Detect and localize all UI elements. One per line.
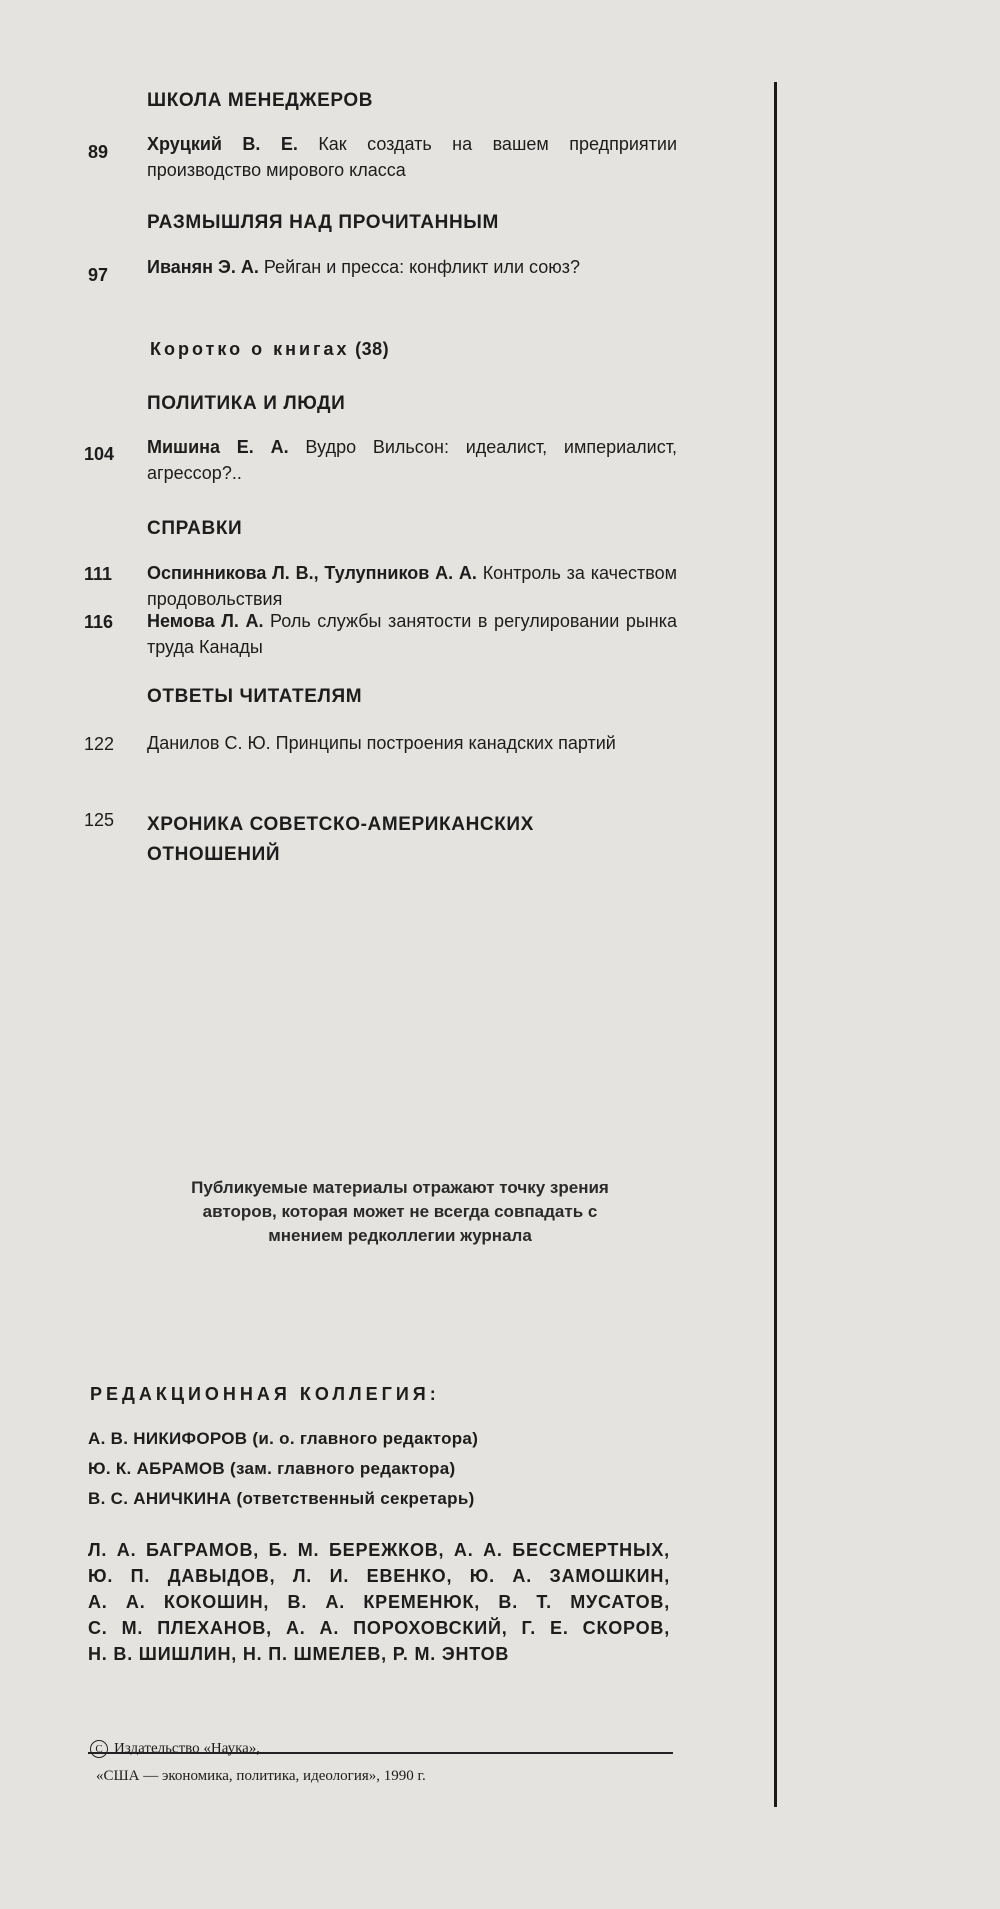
- entry-author: Оспинникова Л. В., Тулупников А. А.: [147, 563, 477, 583]
- page-number-122: 122: [84, 734, 115, 754]
- executive-secretary: В. С. АНИЧКИНА (ответственный секретарь): [88, 1489, 475, 1508]
- toc-entry-politics: [147, 434, 677, 486]
- board-members-line: Ю. П. ДАВЫДОВ, Л. И. ЕВЕНКО, Ю. А. ЗАМОШКИН,: [88, 1566, 670, 1586]
- publisher: Издательство «Наука»,: [114, 1740, 261, 1757]
- page-number-125: 125: [84, 810, 115, 830]
- editorial-board-title: РЕДАКЦИОННАЯ КОЛЛЕГИЯ:: [90, 1384, 440, 1404]
- page-number-111: 111: [84, 564, 113, 584]
- board-members-line: Н. В. ШИШЛИН, Н. П. ШМЕЛЕВ, Р. М. ЭНТОВ: [88, 1644, 510, 1664]
- deputy-editor: Ю. К. АБРАМОВ (зам. главного редактора): [88, 1459, 456, 1478]
- editor-in-chief: А. В. НИКИФОРОВ (и. о. главного редактора): [88, 1429, 479, 1448]
- board-members-line: А. А. КОКОШИН, В. А. КРЕМЕНЮК, В. Т. МУСАТОВ,: [88, 1592, 670, 1612]
- entry-title: Принципы построения канадских партий: [270, 733, 616, 753]
- entry-title: Контроль за качеством продовольствия: [147, 563, 678, 609]
- entry-title: Роль службы занятости в регулировании рынка труда Канады: [147, 611, 677, 657]
- page-number-116: 116: [84, 612, 114, 632]
- section-heading-school: ШКОЛА МЕНЕДЖЕРОВ: [147, 90, 374, 111]
- disclaimer-line: авторов, которая может не всегда совпадать с: [202, 1202, 598, 1221]
- disclaimer-line: Публикуемые материалы отражают точку зрения: [191, 1178, 609, 1197]
- toc-entry-answers: [147, 730, 677, 756]
- page-number-89: 89: [88, 142, 109, 162]
- section-heading-answers: ОТВЕТЫ ЧИТАТЕЛЯМ: [147, 686, 363, 707]
- copyright-line-1: [90, 1740, 260, 1758]
- toc-entry-reference-1: [147, 560, 677, 612]
- copyright-line-2: «США — экономика, политика, идеология», 1990 г.: [96, 1768, 426, 1784]
- books-brief-label: Коротко о книгах: [150, 339, 350, 359]
- books-brief-page: (38): [349, 339, 390, 359]
- entry-author: Иванян Э. А.: [147, 257, 259, 277]
- page-number-97: 97: [88, 265, 109, 285]
- section-heading-references: СПРАВКИ: [147, 518, 243, 539]
- disclaimer: [150, 1176, 650, 1248]
- section-heading-politics: ПОЛИТИКА И ЛЮДИ: [147, 393, 346, 414]
- board-members-line: С. М. ПЛЕХАНОВ, А. А. ПОРОХОВСКИЙ, Г. Е. СКОРОВ,: [88, 1618, 670, 1638]
- board-members: [88, 1537, 670, 1667]
- vertical-rule: [774, 82, 777, 1807]
- section-heading-reflecting: РАЗМЫШЛЯЯ НАД ПРОЧИТАННЫМ: [147, 212, 499, 233]
- toc-entry-school: [147, 131, 677, 183]
- copyright-icon: C: [90, 1740, 108, 1758]
- entry-author: Хруцкий В. Е.: [147, 134, 298, 154]
- entry-author: Немова Л. А.: [147, 611, 264, 631]
- entry-author: Мишина Е. А.: [147, 437, 289, 457]
- chronicle-heading-line-2: ОТНОШЕНИЙ: [147, 844, 281, 865]
- entry-author: Данилов С. Ю.: [147, 733, 271, 753]
- board-members-line: Л. А. БАГРАМОВ, Б. М. БЕРЕЖКОВ, А. А. БЕССМЕРТНЫХ,: [88, 1540, 670, 1560]
- toc-entry-reference-2: [147, 608, 677, 660]
- section-heading-chronicle: [147, 810, 534, 870]
- entry-title: Вудро Вильсон: идеалист, империалист, агрессор?..: [147, 437, 677, 483]
- books-brief: [150, 339, 389, 360]
- entry-title: Как создать на вашем предприятии производство мирового класса: [147, 134, 677, 180]
- toc-entry-reflecting: [147, 254, 677, 280]
- page-number-104: 104: [84, 444, 115, 464]
- chronicle-heading-line-1: ХРОНИКА СОВЕТСКО-АМЕРИКАНСКИХ: [147, 814, 534, 835]
- disclaimer-line: мнением редколлегии журнала: [268, 1226, 532, 1245]
- entry-title: Рейган и пресса: конфликт или союз?: [258, 257, 580, 277]
